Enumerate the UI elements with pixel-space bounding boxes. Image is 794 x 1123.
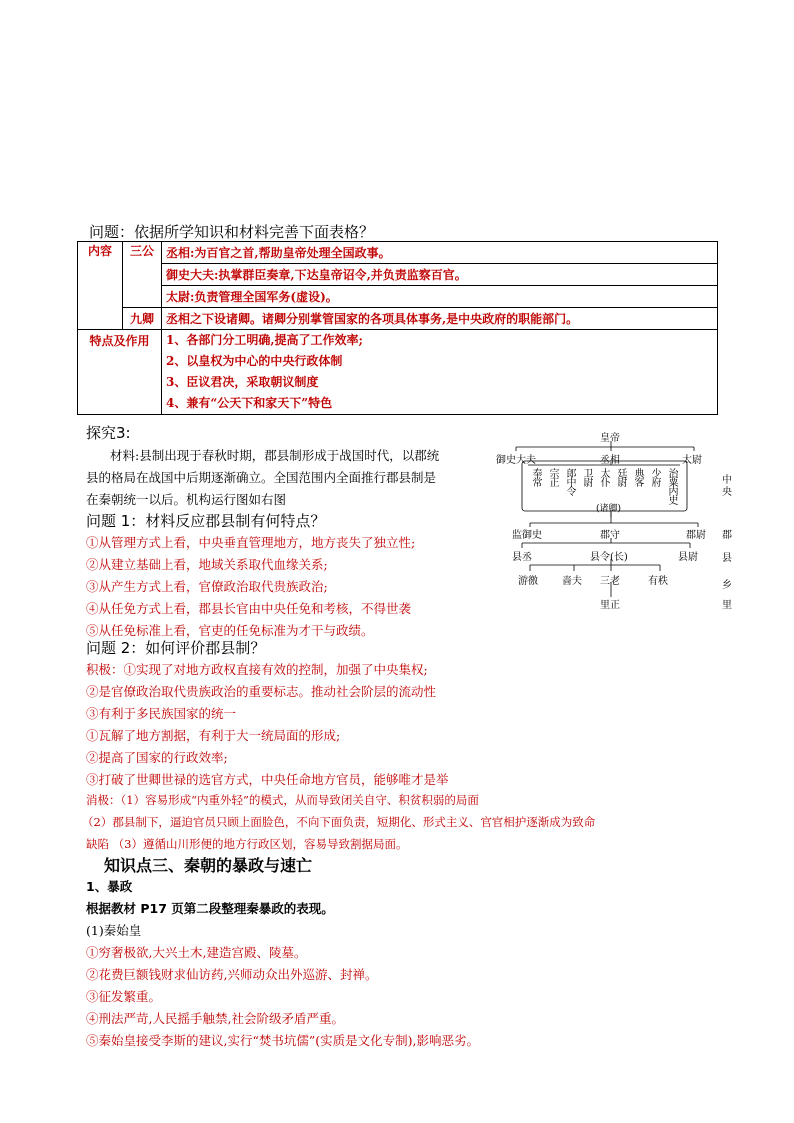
material-line: 县的格局在战国中后期逐渐确立。全国范围内全面推行郡县制是 bbox=[86, 470, 437, 485]
features-label: 特点及作用 bbox=[78, 330, 162, 415]
org-minister: 治粟内史 bbox=[666, 468, 677, 504]
sangong-row: 御史大夫:执掌群臣奏章,下达皇帝诏令,并负责监察百官。 bbox=[162, 264, 718, 286]
org-minister: 奉常 bbox=[530, 468, 541, 486]
org-junshou: 郡守 bbox=[600, 530, 620, 541]
jiuqing-row: 丞相之下设诸卿。诸卿分别掌管国家的各项具体事务,是中央政府的职能部门。 bbox=[162, 308, 718, 330]
org-side-label: 央 bbox=[722, 487, 732, 498]
org-minister: 郎中令 bbox=[564, 468, 575, 495]
org-chengxiang: 丞相 bbox=[600, 455, 620, 466]
subheading: (1)秦始皇 bbox=[86, 923, 142, 938]
positive-line: ②提高了国家的行政效率; bbox=[86, 750, 228, 765]
negative-line: 消极：（1）容易形成“内重外轻”的模式，从而导致闭关自守、积贫积弱的局面 bbox=[86, 793, 479, 807]
org-side-label: 中 bbox=[722, 475, 732, 486]
tyranny-line: ④刑法严苛,人民摇手触禁,社会阶级矛盾严重。 bbox=[86, 1011, 344, 1026]
positive-line: ③打破了世卿世禄的选官方式，中央任命地方官员，能够唯才是举 bbox=[86, 772, 449, 787]
jiuqing-label: 九卿 bbox=[123, 308, 162, 330]
sangong-row: 丞相:为百官之首,帮助皇帝处理全国政事。 bbox=[162, 242, 718, 264]
org-minister: 卫尉 bbox=[581, 468, 592, 486]
org-junwei: 郡尉 bbox=[686, 530, 706, 541]
org-minister: 少府 bbox=[649, 468, 660, 486]
org-chart bbox=[490, 425, 740, 615]
org-sefu: 啬夫 bbox=[562, 576, 582, 587]
explore-heading: 探究3: bbox=[86, 424, 131, 442]
section-heading: 1、暴政 bbox=[86, 879, 133, 894]
positive-line: ①瓦解了地方割据，有利于大一统局面的形成; bbox=[86, 728, 341, 743]
feature-line: ③从产生方式上看，官僚政治取代贵族政治; bbox=[86, 579, 328, 594]
feature-line: ①从管理方式上看，中央垂直管理地方，地方丧失了独立性; bbox=[86, 535, 416, 550]
org-jianyushi: 监御史 bbox=[512, 530, 542, 541]
question-title: 问题：依据所学知识和材料完善下面表格？ bbox=[89, 223, 375, 241]
org-xianling: 县令(长) bbox=[590, 552, 628, 563]
org-zhuqing: (诸卿) bbox=[596, 504, 622, 514]
org-sanlao: 三老 bbox=[600, 576, 620, 587]
feature-line: ②从建立基础上看，地域关系取代血缘关系; bbox=[86, 557, 328, 572]
instruction: 根据教材 P17 页第二段整理秦暴政的表现。 bbox=[86, 901, 334, 916]
negative-line: （2）郡县制下，逼迫官员只顾上面脸色，不向下面负责，短期化、形式主义、官官相护逐渐成为致命 bbox=[82, 815, 596, 829]
question-evaluate: 问题 2：如何评价郡县制？ bbox=[86, 639, 266, 657]
tyranny-line: ③征发繁重。 bbox=[86, 989, 162, 1004]
org-emperor: 皇帝 bbox=[600, 433, 620, 444]
feature-line: ⑤从任免标准上看，官吏的任免标准为才干与政绩。 bbox=[86, 623, 374, 638]
org-minister: 宗正 bbox=[547, 468, 558, 486]
org-taiwei: 太尉 bbox=[682, 455, 702, 466]
org-minister: 典客 bbox=[632, 468, 643, 486]
question-features: 问题 1：材料反应郡县制有何特点？ bbox=[86, 512, 326, 530]
org-minister: 太仆 bbox=[598, 468, 609, 486]
positive-line: ③有利于多民族国家的统一 bbox=[86, 706, 237, 721]
feature-item: 2、以皇权为中心的中央行政体制 bbox=[166, 354, 343, 368]
org-youzhi: 有秩 bbox=[648, 576, 668, 587]
feature-item: 4、兼有“公天下和家天下”特色 bbox=[166, 396, 333, 410]
feature-line: ④从任免方式上看，郡县长官由中央任免和考核，不得世袭 bbox=[86, 601, 412, 616]
negative-line: 缺陷 （3）遵循山川形便的地方行政区划，容易导致割据局面。 bbox=[86, 837, 408, 851]
material-line: 材料:县制出现于春秋时期，郡县制形成于战国时代，以郡统 bbox=[110, 448, 440, 463]
org-side-label: 乡 bbox=[722, 580, 732, 591]
tyranny-line: ①穷奢极欲,大兴土木,建造宫殿、陵墓。 bbox=[86, 945, 307, 960]
positive-line: 积极：①实现了对地方政权直接有效的控制，加强了中央集权; bbox=[86, 662, 428, 677]
tyranny-line: ⑤秦始皇接受李斯的建议,实行“焚书坑儒”(实质是文化专制),影响恶劣。 bbox=[86, 1033, 479, 1048]
feature-item: 3、臣议君决，采取朝议制度 bbox=[166, 375, 319, 389]
org-side-label: 县 bbox=[722, 553, 732, 564]
material-line: 在秦朝统一以后。机构运行图如右图 bbox=[86, 492, 287, 507]
org-lizheng: 里正 bbox=[600, 600, 620, 611]
feature-item: 1、各部门分工明确,提高了工作效率; bbox=[166, 333, 363, 347]
content-label: 内容 bbox=[78, 242, 123, 330]
tyranny-line: ②花费巨额钱财求仙访药,兴师动众出外巡游、封禅。 bbox=[86, 967, 378, 982]
org-side-label: 里 bbox=[722, 600, 732, 611]
org-side-label: 郡 bbox=[722, 530, 732, 541]
org-xianwei: 县尉 bbox=[678, 552, 698, 563]
sangong-row: 太尉:负责管理全国军务(虚设)。 bbox=[162, 286, 718, 308]
knowledge-heading: 知识点三、秦朝的暴政与速亡 bbox=[104, 856, 313, 875]
org-minister: 廷尉 bbox=[615, 468, 626, 486]
sangong-label: 三公 bbox=[123, 242, 162, 308]
org-youjiao: 游徼 bbox=[518, 576, 538, 587]
features-cell bbox=[162, 330, 718, 415]
org-xiancheng: 县丞 bbox=[512, 552, 532, 563]
officials-table bbox=[77, 241, 718, 415]
org-yushi: 御史大夫 bbox=[496, 455, 536, 466]
positive-line: ②是官僚政治取代贵族政治的重要标志。推动社会阶层的流动性 bbox=[86, 684, 437, 699]
